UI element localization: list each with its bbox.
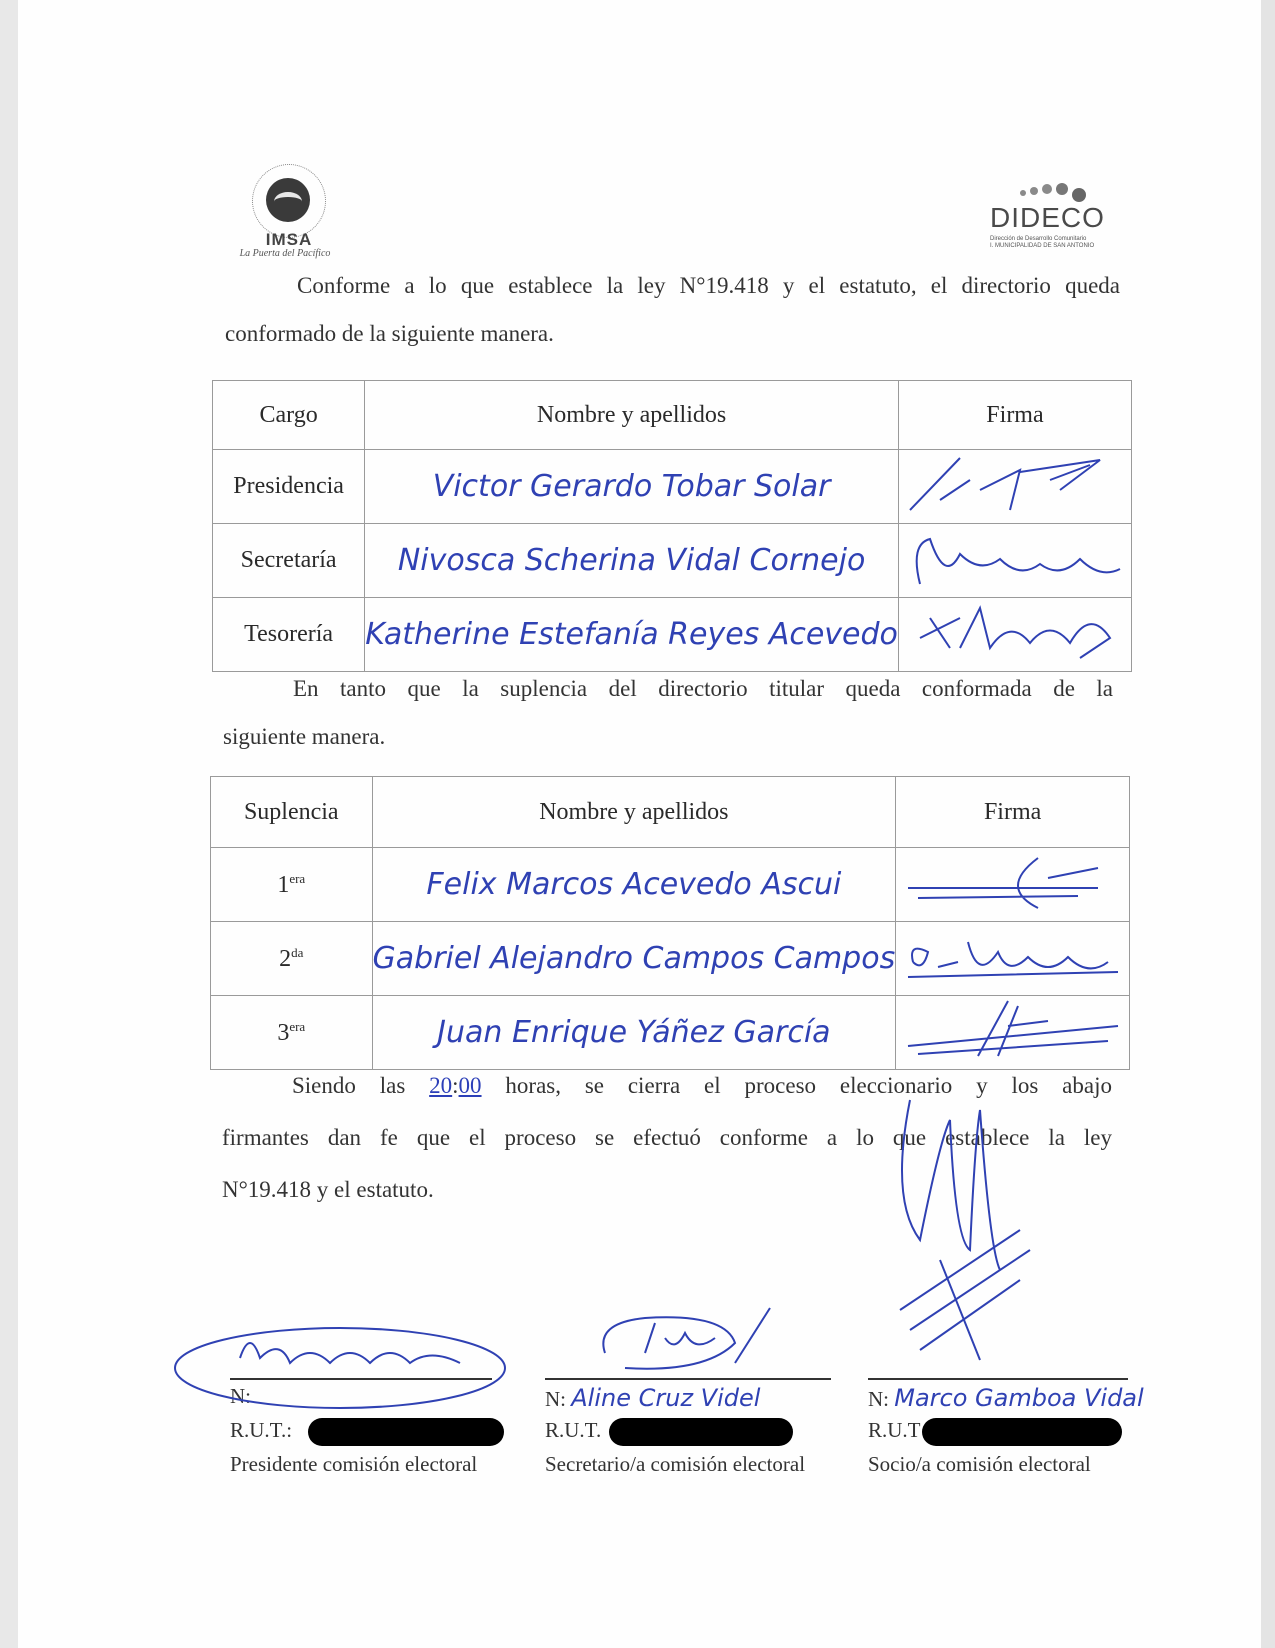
dideco-subtitle-2: I. MUNICIPALIDAD DE SAN ANTONIO <box>990 243 1095 249</box>
imsa-logo <box>230 160 340 265</box>
scan-edge-right <box>1261 0 1275 1648</box>
intro-line-1: Conforme a lo que establece la ley N°19.418 y el estatuto, el directorio queda <box>297 273 1120 298</box>
redaction-bar <box>609 1418 793 1446</box>
handwritten-name: Katherine Estefanía Reyes Acevedo <box>365 617 898 652</box>
dideco-subtitle: Dirección de Desarrollo Comunitario <box>990 236 1087 242</box>
header-cargo: Cargo <box>213 381 365 450</box>
signature-scribble <box>900 524 1130 590</box>
table-row <box>211 848 1130 922</box>
signature-cell <box>896 848 1130 922</box>
imsa-tagline: La Puerta del Pacífico <box>239 248 331 259</box>
handwritten-name: Marco Gamboa Vidal <box>894 1384 1144 1412</box>
suplencia-table <box>210 776 1130 1070</box>
handwritten-name: Juan Enrique Yáñez García <box>437 1015 831 1050</box>
name-cell <box>372 996 896 1070</box>
handwritten-name: Felix Marcos Acevedo Ascui <box>426 867 842 902</box>
scan-edge-left <box>0 0 18 1648</box>
name-cell <box>365 524 899 598</box>
dideco-logo <box>990 180 1110 260</box>
header-firma: Firma <box>898 381 1131 450</box>
suplencia-number-cell: $3^{era}$ <box>211 996 373 1070</box>
rut-label: R.U.T. <box>545 1418 602 1442</box>
table-row <box>211 922 1130 996</box>
suplencia-line-1: En tanto que la suplencia del directorio titular queda conformada de la <box>293 676 1113 701</box>
signature-cell <box>898 524 1131 598</box>
header-nombre: Nombre y apellidos <box>365 381 899 450</box>
closing-paragraph <box>222 1060 1112 1216</box>
name-cell <box>372 922 896 996</box>
table-header-row <box>213 381 1132 450</box>
handwritten-name: Nivosca Scherina Vidal Cornejo <box>397 543 866 578</box>
suplencia-number-cell: $1^{era}$ <box>211 848 373 922</box>
closing-line-3: N°19.418 y el estatuto. <box>222 1177 434 1202</box>
rut-label: R.U.T <box>868 1418 921 1442</box>
signature-scribble <box>898 848 1128 914</box>
signature-cell <box>896 996 1130 1070</box>
redaction-bar <box>308 1418 504 1446</box>
name-cell <box>365 598 899 672</box>
rut-label: R.U.T.: <box>230 1418 293 1442</box>
signature-cell <box>898 450 1131 524</box>
signature-cell <box>898 598 1131 672</box>
handwritten-name: Aline Cruz Videl <box>571 1384 761 1412</box>
hour-value: 20 <box>429 1073 453 1098</box>
role-label: Socio/a comisión electoral <box>868 1452 1091 1476</box>
suplencia-number-cell: $2^{da}$ <box>211 922 373 996</box>
table-row <box>213 450 1132 524</box>
name-label: N: <box>230 1384 251 1408</box>
header-nombre: Nombre y apellidos <box>372 777 896 848</box>
directorio-table <box>212 380 1132 672</box>
cargo-cell: Tesorería <box>213 598 365 672</box>
minutes-value: 00 <box>458 1073 482 1098</box>
handwritten-name: Gabriel Alejandro Campos Campos <box>372 941 896 976</box>
cargo-cell: Presidencia <box>213 450 365 524</box>
table-header-row <box>211 777 1130 848</box>
closing-line-2: firmantes dan fe que el proceso se efectuó conforme a lo que establece la ley <box>222 1125 1112 1150</box>
table-row <box>211 996 1130 1070</box>
table-row <box>213 598 1132 672</box>
dots-icon <box>1020 180 1100 204</box>
name-cell <box>372 848 896 922</box>
dideco-logo-text: DIDECO <box>990 202 1105 233</box>
intro-line-2: conformado de la siguiente manera. <box>225 321 554 346</box>
closing-line-1: Siendo las 20:00 horas, se cierra el proceso eleccionario y los abajo <box>292 1073 1112 1098</box>
name-label: N: Aline Cruz Videl <box>545 1384 761 1412</box>
signature-scribble <box>898 996 1128 1062</box>
handwritten-name: Victor Gerardo Tobar Solar <box>432 469 831 504</box>
imsa-logo-text: IMSA <box>265 230 313 249</box>
signature-scribble <box>900 598 1130 664</box>
table-row <box>213 524 1132 598</box>
signature-cell <box>896 922 1130 996</box>
suplencia-paragraph <box>223 665 1113 761</box>
header-suplencia: Suplencia <box>211 777 373 848</box>
name-label: N: Marco Gamboa Vidal <box>868 1384 1144 1412</box>
role-label: Secretario/a comisión electoral <box>545 1452 806 1476</box>
role-label: Presidente comisión electoral <box>230 1452 478 1476</box>
signature-scribble <box>898 922 1128 988</box>
signature-scribble <box>900 450 1130 516</box>
header-firma: Firma <box>896 777 1130 848</box>
redaction-bar <box>922 1418 1122 1446</box>
suplencia-line-2: siguiente manera. <box>223 724 386 749</box>
name-cell <box>365 450 899 524</box>
intro-paragraph <box>225 262 1120 358</box>
cargo-cell: Secretaría <box>213 524 365 598</box>
